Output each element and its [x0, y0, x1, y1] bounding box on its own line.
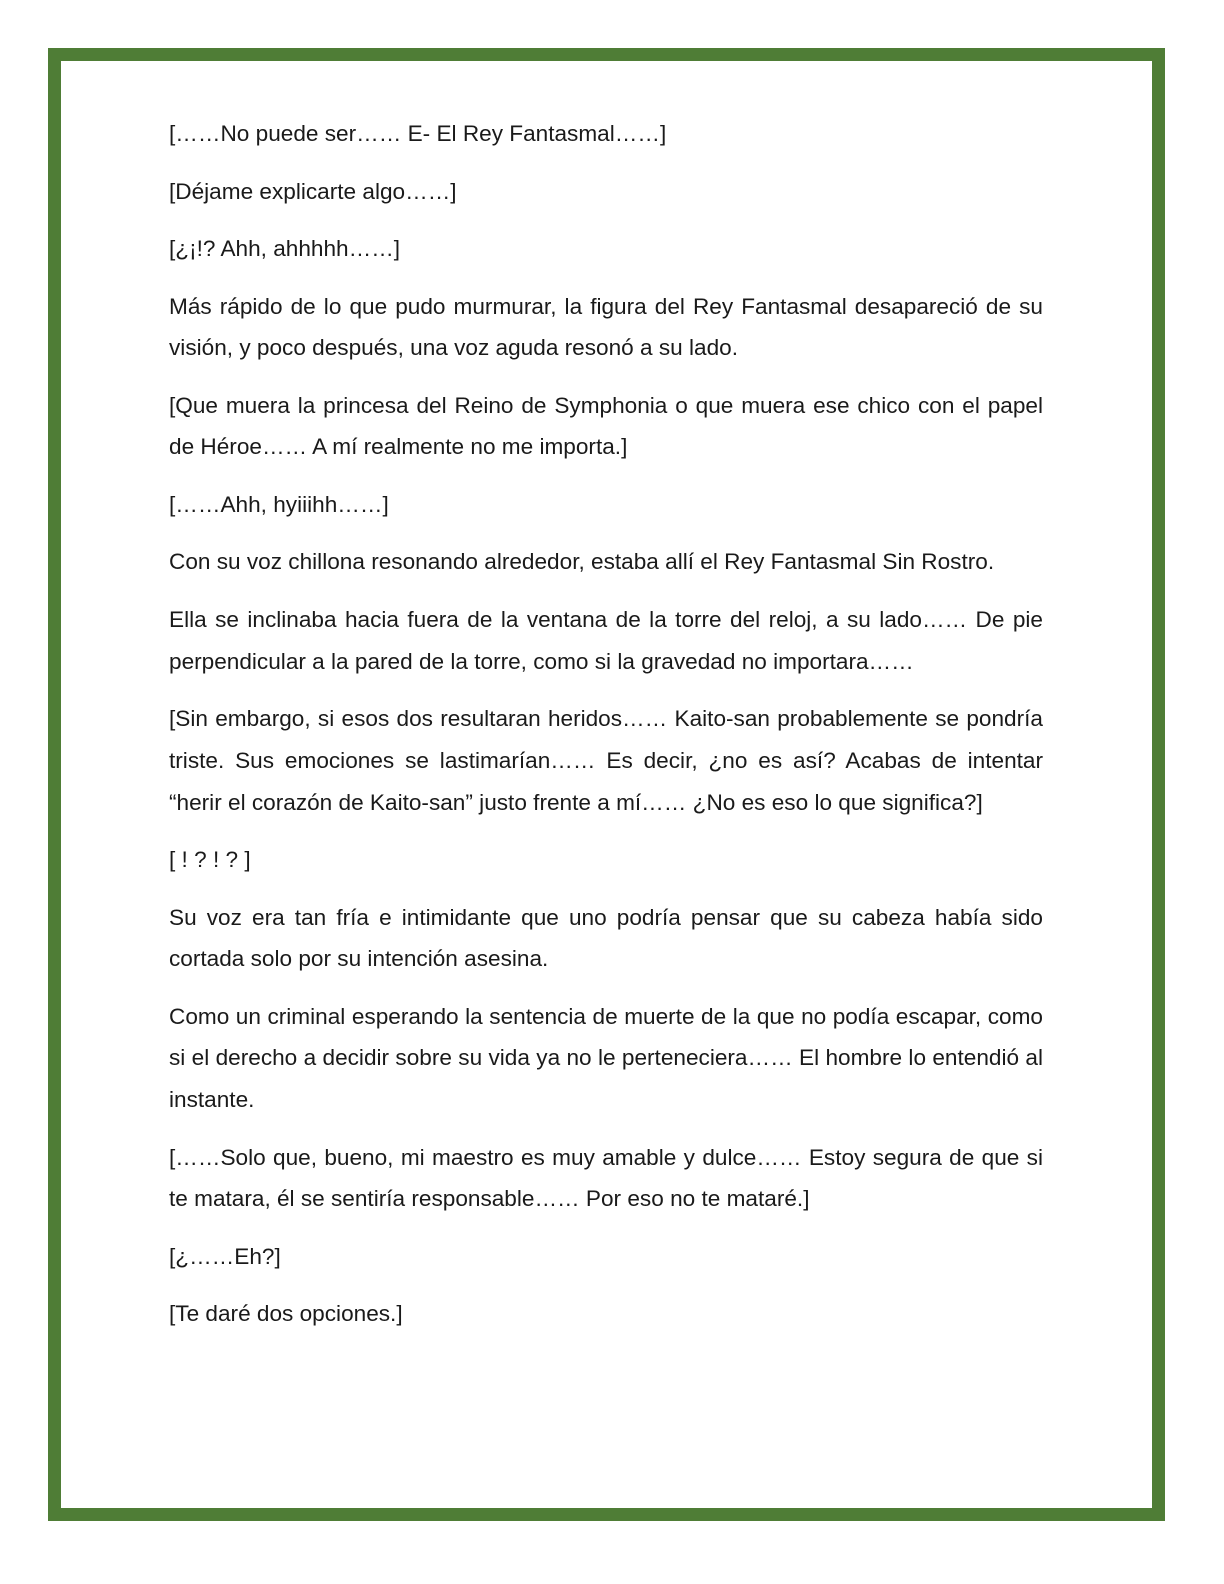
paragraph: Más rápido de lo que pudo murmurar, la figura del Rey Fantasmal desapareció de su visión, y poco después, una voz aguda resonó a su lado.: [169, 293, 1043, 361]
paragraph: Como un criminal esperando la sentencia de muerte de la que no podía escapar, como si el derecho a decidir sobre su vida ya no le perteneciera…… El hombre lo entendió al instante.: [169, 1003, 1043, 1113]
paragraph: [Que muera la princesa del Reino de Symphonia o que muera ese chico con el papel de Héroe…… A mí realmente no me importa.]: [169, 392, 1043, 460]
paragraph: [Déjame explicarte algo……]: [169, 178, 457, 204]
paragraph: [Sin embargo, si esos dos resultaran heridos…… Kaito-san probablemente se pondría triste. Sus emociones se lastimarían…… Es decir, ¿no es así? Acabas de intentar “herir el corazón de Kaito-san” justo frente a mí…… ¿No es eso lo que significa?]: [169, 706, 1043, 815]
paragraph: [¿¡!? Ahh, ahhhhh……]: [169, 236, 401, 261]
paragraph: [……Ahh, hyiiihh……]: [169, 491, 389, 517]
document-body: [169, 113, 1043, 1351]
paragraph: [ ! ? ! ? ]: [169, 847, 251, 873]
paragraph: [……No puede ser…… E- El Rey Fantasmal……]: [169, 121, 667, 146]
paragraph: [Te daré dos opciones.]: [169, 1301, 403, 1327]
paragraph: Su voz era tan fría e intimidante que uno podría pensar que su cabeza había sido cortada solo por su intención asesina.: [169, 904, 1043, 972]
paragraph: [……Solo que, bueno, mi maestro es muy amable y dulce…… Estoy segura de que si te matara, él se sentiría responsable…… Por eso no te mataré.]: [169, 1144, 1043, 1212]
paragraph: [¿……Eh?]: [169, 1243, 281, 1269]
paragraph: Ella se inclinaba hacia fuera de la ventana de la torre del reloj, a su lado…… De pie perpendicular a la pared de la torre, como si la gravedad no importara……: [169, 606, 1043, 674]
paragraph: Con su voz chillona resonando alrededor, estaba allí el Rey Fantasmal Sin Rostro.: [169, 549, 995, 575]
